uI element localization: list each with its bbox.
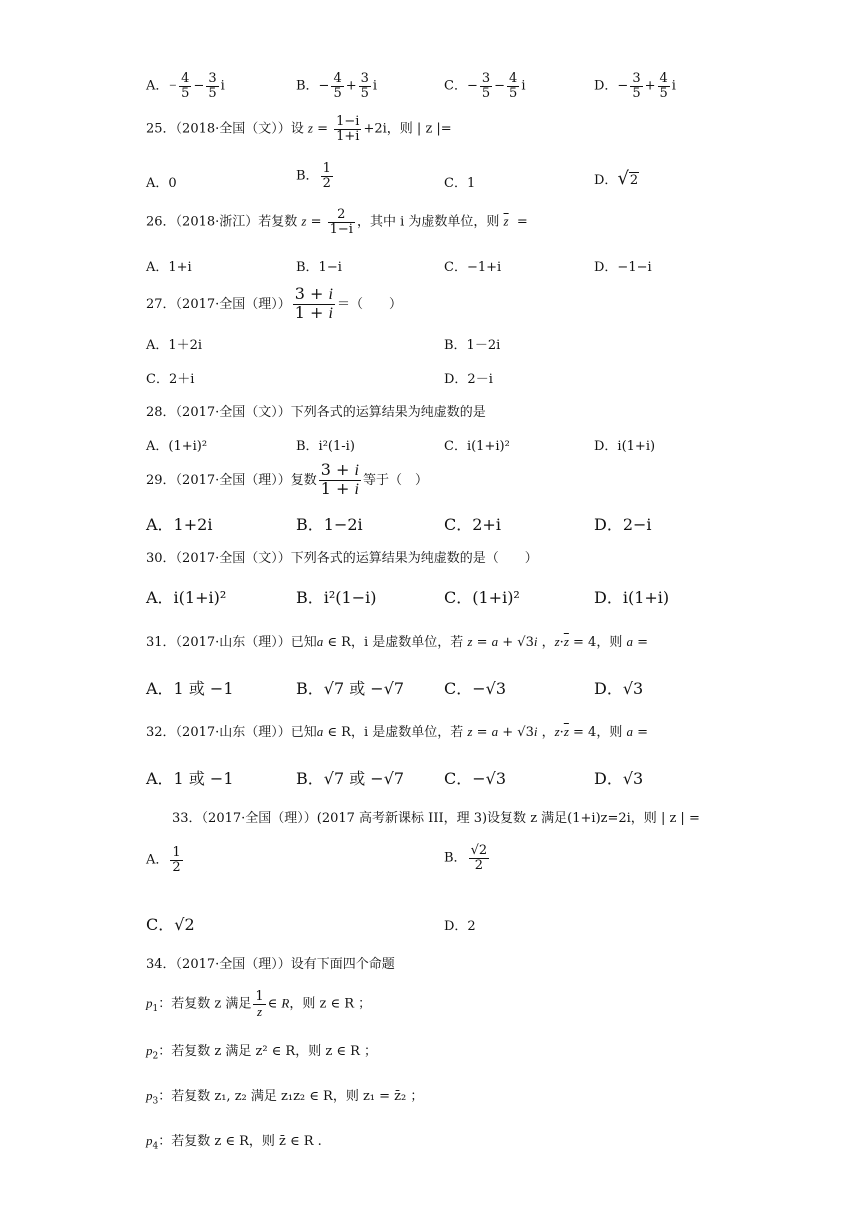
q30-option-a: A．i(1+i)²	[146, 588, 227, 607]
q25-option-d: D．√2	[594, 168, 639, 189]
q30-option-b: B．i²(1−i)	[296, 588, 377, 607]
q27-option-c: C．2＋i	[146, 372, 195, 387]
q26-option-d: D．−1−i	[594, 260, 652, 275]
question-25: 25．（2018·全国（文））设 z = $\frac{1-i}{1+i}$ +2i，则 | z |=	[146, 114, 452, 144]
q32-option-a: A．1 或 −1	[146, 769, 234, 788]
q31-option-d: D．√3	[594, 679, 644, 698]
q30-option-d: D．i(1+i)	[594, 588, 670, 607]
proposition-p2: $p_2$：若复数 z 满足 z² ∈ R，则 z ∈ R ；	[146, 1043, 378, 1062]
q31-option-b: B．√7 或 −√7	[296, 679, 405, 698]
q24-option-d: D．− $\frac{3}{5}$ + $\frac{4}{5}$ i	[594, 71, 676, 101]
q24-option-b: B．− $\frac{4}{5}$ + $\frac{3}{5}$ i	[296, 71, 378, 101]
q32-option-b: B．√7 或 −√7	[296, 769, 405, 788]
q25-option-a: A．0	[146, 176, 177, 191]
q28-option-d: D．i(1+i)	[594, 439, 656, 454]
q33-option-b: B． $\frac{√2}{2}$	[444, 843, 488, 873]
q29-option-c: C．2+i	[444, 515, 501, 534]
question-33: 33．（2017·全国（理））(2017 高考新课标 III，理 3)设复数 z 满足(1+i)z=2i，则 | z | =	[172, 811, 700, 826]
q24-option-c: C．− $\frac{3}{5}$ − $\frac{4}{5}$ i	[444, 71, 526, 101]
proposition-p1: $p_1$：若复数 z 满足 $\frac{1}{z}$ ∈ R，则 z ∈ R ；	[146, 989, 372, 1019]
question-29: 29．（2017·全国（理））复数 $\frac{3 + i}{1 + i}$ 等于（ ）	[146, 460, 428, 498]
q26-option-b: B．1−i	[296, 260, 342, 275]
q29-option-b: B．1−2i	[296, 515, 363, 534]
q26-option-a: A．1+i	[146, 260, 192, 275]
question-26: 26．（2018·浙江）若复数 z = $\frac{2}{1-i}$ ，其中 i 为虚数单位，则 $\overline{z}$ =	[146, 207, 528, 237]
q32-option-c: C．−√3	[444, 769, 507, 788]
q33-option-a: A． $\frac{1}{2}$	[146, 845, 181, 875]
q31-option-a: A．1 或 −1	[146, 679, 234, 698]
q29-option-d: D．2−i	[594, 515, 652, 534]
q30-option-c: C．(1+i)²	[444, 588, 520, 607]
q28-option-c: C．i(1+i)²	[444, 439, 510, 454]
q27-option-d: D．2－i	[444, 372, 493, 387]
q32-option-d: D．√3	[594, 769, 644, 788]
q27-option-a: A．1＋2i	[146, 338, 203, 353]
q24-option-a: A．− $\frac{4}{5}$ − $\frac{3}{5}$ i	[146, 71, 225, 101]
q26-option-c: C．−1+i	[444, 260, 502, 275]
q28-option-a: A．(1+i)²	[146, 439, 208, 454]
proposition-p3: $p_3$：若复数 z₁, z₂ 满足 z₁z₂ ∈ R，则 z₁ = z̄₂ ；	[146, 1088, 424, 1107]
question-28: 28．（2017·全国（文））下列各式的运算结果为纯虚数的是	[146, 405, 486, 420]
q25-option-c: C．1	[444, 176, 476, 191]
question-30: 30．（2017·全国（文））下列各式的运算结果为纯虚数的是（ ）	[146, 551, 538, 566]
question-32: 32．（2017·山东（理））已知a ∈ R，i 是虚数单位，若 z = a + √3i ，$z\cdot\overline{z} = 4$，则 a =	[146, 724, 648, 740]
q33-option-c: C．√2	[146, 915, 195, 934]
proposition-p4: $p_4$：若复数 z ∈ R，则 z̄ ∈ R .	[146, 1133, 322, 1152]
question-31: 31．（2017·山东（理））已知a ∈ R，i 是虚数单位，若 z = a + √3i ，$z\cdot\overline{z} = 4$，则 a =	[146, 634, 648, 650]
question-34: 34．（2017·全国（理））设有下面四个命题	[146, 957, 395, 972]
q25-option-b: B． $\frac{1}{2}$	[296, 161, 331, 191]
q31-option-c: C．−√3	[444, 679, 507, 698]
q29-option-a: A．1+2i	[146, 515, 213, 534]
q27-option-b: B．1－2i	[444, 338, 501, 353]
q28-option-b: B．i²(1-i)	[296, 439, 355, 454]
question-27: 27．（2017·全国（理）） $\frac{3 + i}{1 + i}$ ＝（ ）	[146, 284, 402, 322]
q33-option-d: D．2	[444, 919, 476, 934]
